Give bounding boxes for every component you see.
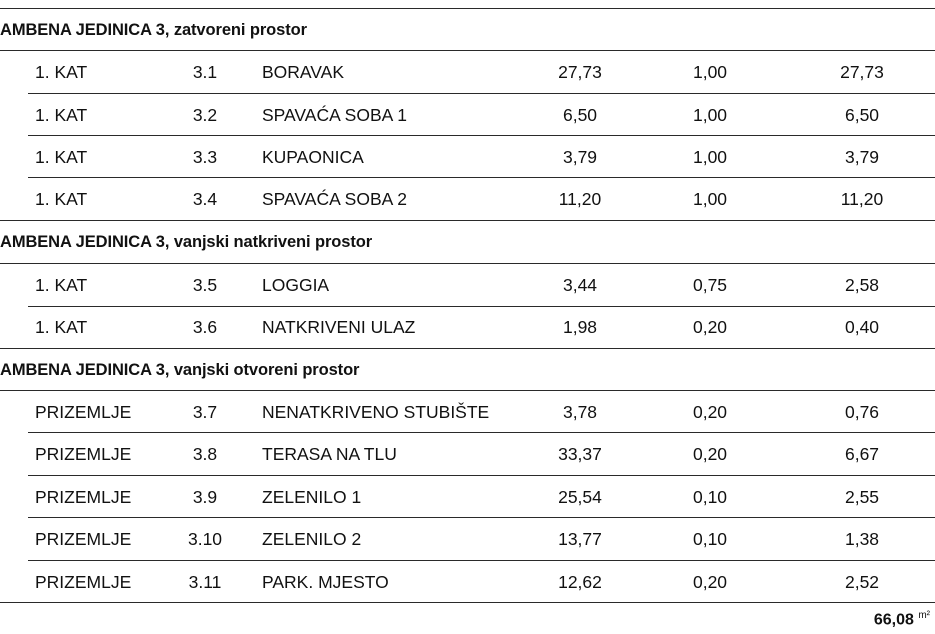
floor-cell: 1. KAT (35, 147, 88, 167)
room-name-cell: NATKRIVENI ULAZ (262, 317, 416, 337)
area-cell: 12,62 (558, 572, 602, 592)
room-name-cell: PARK. MJESTO (262, 572, 389, 592)
total-net-area (780, 610, 930, 634)
coefficient-cell: 0,75 (692, 275, 728, 295)
total-unit: m² (918, 610, 930, 621)
coefficient-cell: 0,20 (692, 317, 728, 337)
room-name-cell: KUPAONICA (262, 147, 364, 167)
table-row (0, 178, 935, 220)
table-row (0, 433, 935, 475)
total-value: 66,08 (873, 611, 914, 629)
room-number-cell: 3.5 (192, 275, 218, 295)
net-area-cell: 2,58 (844, 275, 880, 295)
floor-cell: PRIZEMLJE (35, 572, 132, 592)
coefficient-cell: 0,20 (692, 572, 728, 592)
room-number-cell: 3.3 (192, 147, 218, 167)
room-number-cell: 3.1 (192, 62, 218, 82)
floor-cell: PRIZEMLJE (35, 444, 132, 464)
area-cell: 27,73 (558, 62, 602, 82)
area-cell: 3,78 (562, 402, 598, 422)
room-number-cell: 3.8 (192, 444, 218, 464)
coefficient-cell: 1,00 (692, 62, 728, 82)
table-row (0, 136, 935, 178)
room-number-cell: 3.2 (192, 105, 218, 125)
floor-cell: 1. KAT (35, 189, 88, 209)
net-area-cell: 2,52 (844, 572, 880, 592)
coefficient-cell: 1,00 (692, 189, 728, 209)
floor-cell: 1. KAT (35, 317, 88, 337)
net-area-cell: 3,79 (844, 147, 880, 167)
table-row (0, 94, 935, 136)
room-number-cell: 3.9 (192, 487, 218, 507)
net-area-cell: 0,40 (844, 317, 880, 337)
coefficient-cell: 1,00 (692, 147, 728, 167)
area-cell: 33,37 (558, 444, 602, 464)
section-title: AMBENA JEDINICA 3, vanjski otvoreni prostor (0, 361, 360, 379)
room-number-cell: 3.6 (192, 317, 218, 337)
room-name-cell: BORAVAK (262, 62, 345, 82)
area-cell: 3,44 (562, 275, 598, 295)
room-name-cell: SPAVAĆA SOBA 2 (262, 189, 407, 209)
table-row (0, 561, 935, 603)
area-cell: 11,20 (558, 189, 602, 209)
floor-cell: 1. KAT (35, 62, 88, 82)
floor-cell: 1. KAT (35, 275, 88, 295)
table-row (0, 51, 935, 93)
table-row (0, 476, 935, 518)
floor-cell: 1. KAT (35, 105, 88, 125)
room-name-cell: NENATKRIVENO STUBIŠTE (262, 402, 490, 422)
coefficient-cell: 0,10 (692, 487, 728, 507)
area-cell: 6,50 (562, 105, 598, 125)
floor-cell: PRIZEMLJE (35, 529, 132, 549)
room-name-cell: ZELENILO 1 (262, 487, 362, 507)
net-area-cell: 27,73 (840, 62, 884, 82)
net-area-cell: 2,55 (844, 487, 880, 507)
area-cell: 13,77 (558, 529, 602, 549)
coefficient-cell: 1,00 (692, 105, 728, 125)
section-title: AMBENA JEDINICA 3, vanjski natkriveni prostor (0, 233, 373, 251)
table-row (0, 306, 935, 348)
room-name-cell: ZELENILO 2 (262, 529, 362, 549)
room-number-cell: 3.4 (192, 189, 218, 209)
net-area-cell: 1,38 (844, 529, 880, 549)
room-number-cell: 3.7 (192, 402, 218, 422)
area-cell: 3,79 (562, 147, 598, 167)
room-number-cell: 3.11 (188, 572, 222, 592)
net-area-cell: 11,20 (840, 189, 884, 209)
room-number-cell: 3.10 (187, 529, 223, 549)
room-name-cell: TERASA NA TLU (262, 444, 397, 464)
floor-cell: PRIZEMLJE (35, 402, 132, 422)
section-title: AMBENA JEDINICA 3, zatvoreni prostor (0, 21, 307, 39)
table-row (0, 391, 935, 433)
net-area-cell: 0,76 (844, 402, 880, 422)
room-name-cell: SPAVAĆA SOBA 1 (262, 105, 407, 125)
coefficient-cell: 0,20 (692, 444, 728, 464)
coefficient-cell: 0,20 (692, 402, 728, 422)
table-row (0, 518, 935, 560)
area-cell: 25,54 (558, 487, 602, 507)
area-cell: 1,98 (562, 317, 598, 337)
coefficient-cell: 0,10 (692, 529, 728, 549)
room-name-cell: LOGGIA (262, 275, 330, 295)
net-area-cell: 6,50 (844, 105, 880, 125)
divider (0, 602, 935, 603)
table-row (0, 264, 935, 306)
net-area-cell: 6,67 (844, 444, 880, 464)
floor-cell: PRIZEMLJE (35, 487, 132, 507)
